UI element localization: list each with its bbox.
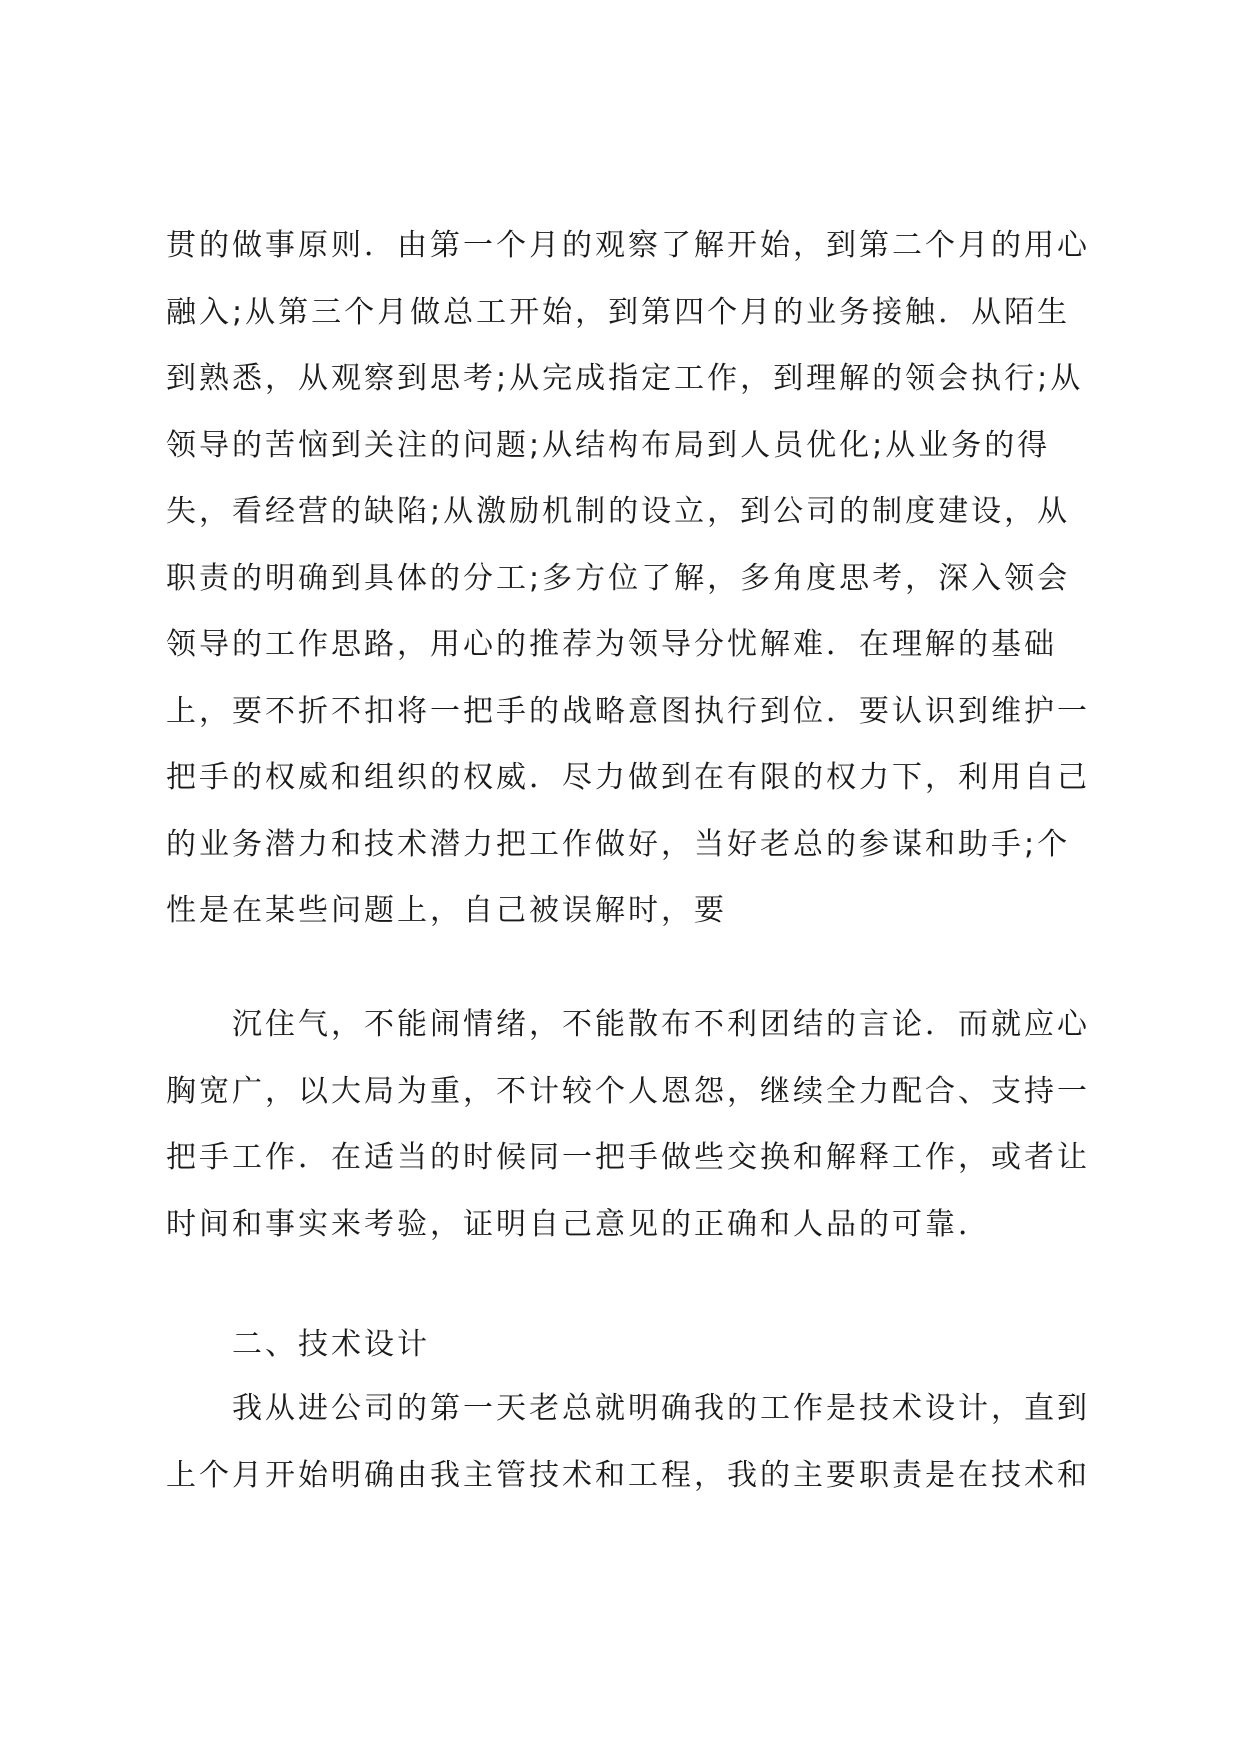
- text-line: 胸宽广，以大局为重，不计较个人恩怨，继续全力配合、支持一: [166, 1073, 1090, 1109]
- text-line: 沉住气，不能闹情绪，不能散布不利团结的言论．而就应心: [232, 1007, 1090, 1042]
- text-line: 我从进公司的第一天老总就明确我的工作是技术设计，直到: [232, 1391, 1090, 1426]
- text-line: 领导的苦恼到关注的问题;从结构布局到人员优化;从业务的得: [166, 427, 1051, 463]
- text-line: 融入;从第三个月做总工开始，到第四个月的业务接触．从陌生: [166, 294, 1071, 330]
- text-line: 性是在某些问题上，自己被误解时，要: [166, 893, 727, 928]
- text-line: 贯的做事原则．由第一个月的观察了解开始，到第二个月的用心: [166, 228, 1090, 263]
- text-line: 失，看经营的缺陷;从激励机制的设立，到公司的制度建设，从: [166, 494, 1071, 529]
- text-line: 职责的明确到具体的分工;多方位了解，多角度思考，深入领会: [166, 560, 1071, 596]
- text-line: 领导的工作思路，用心的推荐为领导分忧解难．在理解的基础: [166, 627, 1057, 662]
- text-line: 上个月开始明确由我主管技术和工程，我的主要职责是在技术和: [166, 1457, 1090, 1493]
- text-line: 上，要不折不扣将一把手的战略意图执行到位．要认识到维护一: [166, 693, 1090, 729]
- paragraph: [166, 992, 1090, 1258]
- text-line: 到熟悉，从观察到思考;从完成指定工作，到理解的领会执行;从: [166, 361, 1084, 396]
- paragraph: [166, 213, 1090, 945]
- text-line: 时间和事实来考验，证明自己意见的正确和人品的可靠．: [166, 1206, 991, 1242]
- section-heading-text: 二、技术设计: [232, 1327, 430, 1362]
- paragraph: [166, 1376, 1090, 1509]
- text-line: 把手工作．在适当的时候同一把手做些交换和解释工作，或者让: [166, 1140, 1090, 1175]
- text-line: 把手的权威和组织的权威．尽力做到在有限的权力下，利用自己: [166, 760, 1090, 795]
- text-line: 的业务潜力和技术潜力把工作做好，当好老总的参谋和助手;个: [166, 826, 1071, 862]
- section-heading: [166, 1312, 1086, 1379]
